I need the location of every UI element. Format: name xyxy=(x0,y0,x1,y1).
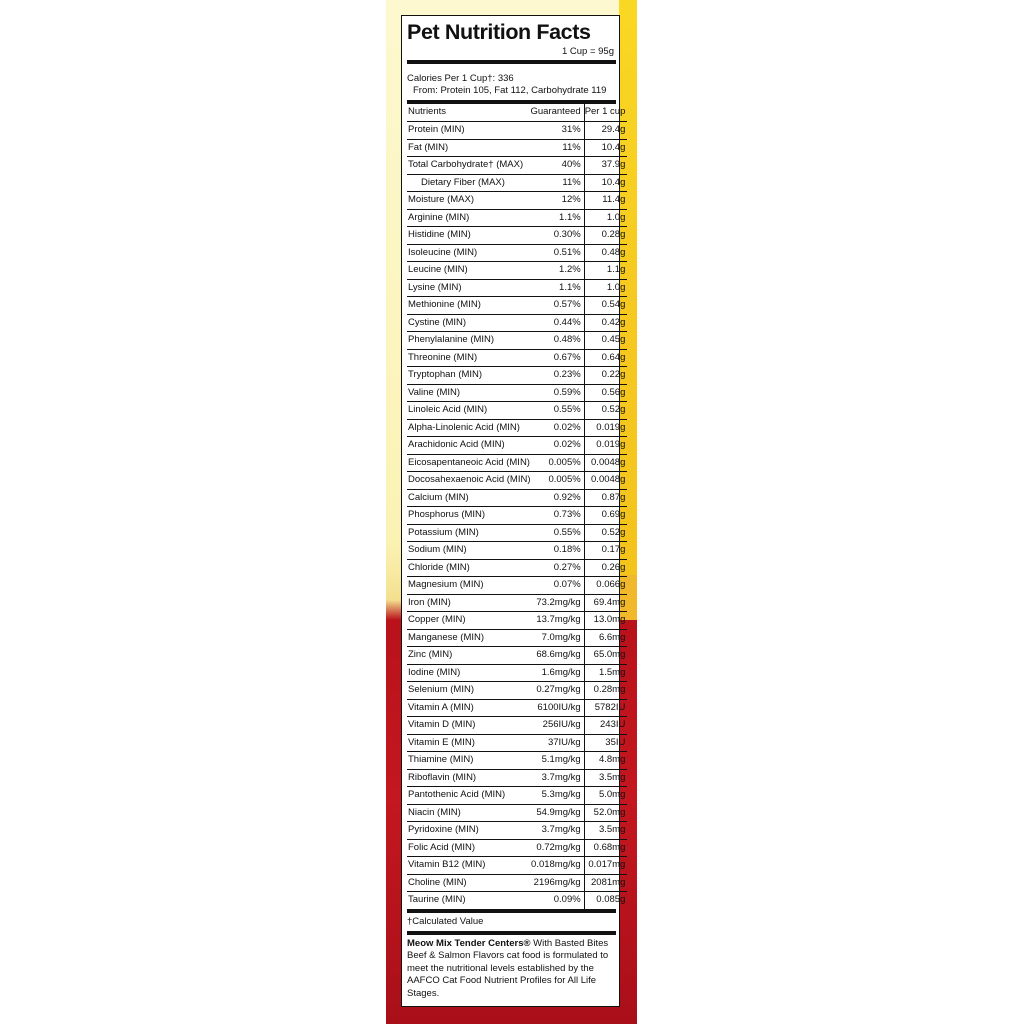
nutrient-guaranteed: 6100IU/kg xyxy=(531,699,585,717)
nutrient-name: Tryptophan (MIN) xyxy=(407,367,531,385)
nutrient-row xyxy=(407,332,627,350)
nutrient-guaranteed: 0.55% xyxy=(531,524,585,542)
nutrient-per-cup: 29.4g xyxy=(584,122,627,140)
nutrients-table xyxy=(407,104,627,909)
table-header-row xyxy=(407,104,627,122)
nutrient-name: Total Carbohydrate† (MAX) xyxy=(407,157,531,175)
nutrient-name: Iodine (MIN) xyxy=(407,664,531,682)
nutrient-per-cup: 0.066g xyxy=(584,577,627,595)
nutrient-per-cup: 0.0048g xyxy=(584,472,627,490)
nutrient-name: Methionine (MIN) xyxy=(407,297,531,315)
header-per-cup: Per 1 cup xyxy=(584,104,627,122)
nutrient-per-cup: 5782IU xyxy=(584,699,627,717)
nutrient-row xyxy=(407,822,627,840)
nutrient-name: Chloride (MIN) xyxy=(407,559,531,577)
nutrient-guaranteed: 0.44% xyxy=(531,314,585,332)
nutrient-guaranteed: 12% xyxy=(531,192,585,210)
nutrient-guaranteed: 1.6mg/kg xyxy=(531,664,585,682)
nutrient-guaranteed: 73.2mg/kg xyxy=(531,594,585,612)
nutrient-guaranteed: 1.1% xyxy=(531,209,585,227)
nutrient-name: Isoleucine (MIN) xyxy=(407,244,531,262)
nutrient-per-cup: 35IU xyxy=(584,734,627,752)
nutrient-row xyxy=(407,682,627,700)
nutrient-row xyxy=(407,664,627,682)
nutrient-per-cup: 0.17g xyxy=(584,542,627,560)
nutrient-guaranteed: 0.09% xyxy=(531,892,585,909)
nutrient-name: Vitamin D (MIN) xyxy=(407,717,531,735)
nutrient-row xyxy=(407,559,627,577)
nutrient-guaranteed: 0.27% xyxy=(531,559,585,577)
nutrient-row xyxy=(407,314,627,332)
nutrient-per-cup: 0.52g xyxy=(584,402,627,420)
nutrient-per-cup: 3.5mg xyxy=(584,822,627,840)
nutrient-per-cup: 0.54g xyxy=(584,297,627,315)
nutrient-name: Zinc (MIN) xyxy=(407,647,531,665)
nutrition-facts-panel xyxy=(401,15,626,1007)
nutrient-per-cup: 11.4g xyxy=(584,192,627,210)
nutrient-guaranteed: 0.005% xyxy=(531,472,585,490)
nutrient-row xyxy=(407,699,627,717)
nutrient-guaranteed: 3.7mg/kg xyxy=(531,769,585,787)
nutrient-guaranteed: 0.59% xyxy=(531,384,585,402)
nutrient-per-cup: 4.8mg xyxy=(584,752,627,770)
aafco-statement xyxy=(407,935,616,1001)
nutrient-row xyxy=(407,157,627,175)
nutrient-name: Calcium (MIN) xyxy=(407,489,531,507)
statement-brand: Meow Mix Tender Centers® xyxy=(407,937,531,949)
nutrient-name: Choline (MIN) xyxy=(407,874,531,892)
nutrient-name: Thiamine (MIN) xyxy=(407,752,531,770)
nutrient-row xyxy=(407,472,627,490)
nutrient-per-cup: 0.28mg xyxy=(584,682,627,700)
nutrient-per-cup: 0.52g xyxy=(584,524,627,542)
nutrient-guaranteed: 13.7mg/kg xyxy=(531,612,585,630)
nutrient-row xyxy=(407,594,627,612)
nutrient-row xyxy=(407,577,627,595)
nutrient-per-cup: 0.64g xyxy=(584,349,627,367)
nutrient-row xyxy=(407,542,627,560)
nutrient-per-cup: 0.48g xyxy=(584,244,627,262)
nutrient-name: Manganese (MIN) xyxy=(407,629,531,647)
nutrient-per-cup: 6.6mg xyxy=(584,629,627,647)
nutrient-guaranteed: 0.92% xyxy=(531,489,585,507)
nutrient-per-cup: 65.0mg xyxy=(584,647,627,665)
nutrient-row xyxy=(407,769,627,787)
nutrient-row xyxy=(407,717,627,735)
nutrient-row xyxy=(407,489,627,507)
nutrient-per-cup: 37.9g xyxy=(584,157,627,175)
nutrient-per-cup: 0.56g xyxy=(584,384,627,402)
nutrient-row xyxy=(407,192,627,210)
nutrient-per-cup: 0.019g xyxy=(584,419,627,437)
nutrient-name: Vitamin B12 (MIN) xyxy=(407,857,531,875)
nutrient-row xyxy=(407,174,627,192)
nutrient-name: Fat (MIN) xyxy=(407,139,531,157)
nutrient-name: Taurine (MIN) xyxy=(408,894,466,905)
nutrient-name: Moisture (MAX) xyxy=(407,192,531,210)
nutrient-per-cup: 1.0g xyxy=(584,209,627,227)
footnote: †Calculated Value xyxy=(407,909,616,935)
nutrient-row xyxy=(407,297,627,315)
nutrient-name: Protein (MIN) xyxy=(407,122,531,140)
nutrient-name: Cystine (MIN) xyxy=(407,314,531,332)
nutrient-per-cup: 0.28g xyxy=(584,227,627,245)
nutrient-per-cup: 0.019g xyxy=(584,437,627,455)
nutrient-per-cup: 1.0g xyxy=(584,279,627,297)
calories-block xyxy=(407,64,616,97)
nutrient-name: Arachidonic Acid (MIN) xyxy=(407,437,531,455)
nutrient-name: Histidine (MIN) xyxy=(407,227,531,245)
nutrient-row xyxy=(407,734,627,752)
nutrient-name: Selenium (MIN) xyxy=(407,682,531,700)
nutrient-name: Valine (MIN) xyxy=(407,384,531,402)
nutrient-per-cup: 1.1g xyxy=(584,262,627,280)
nutrient-name: Sodium (MIN) xyxy=(407,542,531,560)
nutrient-row xyxy=(407,629,627,647)
nutrient-guaranteed: 0.72mg/kg xyxy=(531,839,585,857)
nutrient-guaranteed: 0.02% xyxy=(531,419,585,437)
nutrient-guaranteed: 0.55% xyxy=(531,402,585,420)
nutrient-guaranteed: 0.18% xyxy=(531,542,585,560)
nutrient-guaranteed: 0.018mg/kg xyxy=(531,857,585,875)
nutrient-guaranteed: 0.07% xyxy=(531,577,585,595)
nutrient-guaranteed: 40% xyxy=(531,157,585,175)
nutrient-guaranteed: 3.7mg/kg xyxy=(531,822,585,840)
nutrient-name: Alpha-Linolenic Acid (MIN) xyxy=(407,419,531,437)
nutrient-name: Threonine (MIN) xyxy=(407,349,531,367)
nutrient-guaranteed: 1.2% xyxy=(531,262,585,280)
nutrient-per-cup: 0.45g xyxy=(584,332,627,350)
nutrient-row xyxy=(407,524,627,542)
nutrient-guaranteed: 1.1% xyxy=(531,279,585,297)
nutrient-guaranteed: 0.02% xyxy=(531,437,585,455)
nutrient-per-cup: 10.4g xyxy=(584,174,627,192)
nutrient-row xyxy=(407,874,627,892)
nutrient-per-cup: 2081mg xyxy=(584,874,627,892)
nutrient-row xyxy=(407,612,627,630)
nutrient-per-cup: 0.42g xyxy=(584,314,627,332)
nutrient-guaranteed: 68.6mg/kg xyxy=(531,647,585,665)
nutrient-row xyxy=(407,367,627,385)
nutrient-guaranteed: 0.73% xyxy=(531,507,585,525)
nutrient-per-cup: 0.68mg xyxy=(584,839,627,857)
nutrient-guaranteed: 11% xyxy=(531,174,585,192)
nutrient-name: Folic Acid (MIN) xyxy=(407,839,531,857)
nutrient-per-cup: 10.4g xyxy=(584,139,627,157)
nutrient-name: Riboflavin (MIN) xyxy=(407,769,531,787)
nutrient-name: Iron (MIN) xyxy=(407,594,531,612)
header-nutrients: Nutrients xyxy=(407,104,531,122)
nutrient-per-cup: 52.0mg xyxy=(584,804,627,822)
nutrient-guaranteed: 31% xyxy=(531,122,585,140)
nutrient-guaranteed: 0.67% xyxy=(531,349,585,367)
nutrient-row xyxy=(407,804,627,822)
nutrient-row xyxy=(407,139,627,157)
nutrient-name: Magnesium (MIN) xyxy=(407,577,531,595)
nutrient-row xyxy=(407,857,627,875)
nutrient-name: Leucine (MIN) xyxy=(407,262,531,280)
nutrient-per-cup: 1.5mg xyxy=(584,664,627,682)
nutrient-per-cup: 13.0mg xyxy=(584,612,627,630)
nutrient-per-cup: 3.5mg xyxy=(584,769,627,787)
nutrient-name: Dietary Fiber (MAX) xyxy=(407,174,531,192)
nutrient-guaranteed: 0.27mg/kg xyxy=(531,682,585,700)
nutrient-per-cup: 0.69g xyxy=(584,507,627,525)
nutrient-name: Docosahexaenoic Acid (MIN) xyxy=(407,472,531,490)
nutrient-guaranteed: 5.3mg/kg xyxy=(531,787,585,805)
serving-size: 1 Cup = 95g xyxy=(407,45,616,64)
nutrient-row xyxy=(407,349,627,367)
nutrient-guaranteed: 0.23% xyxy=(531,367,585,385)
calories-breakdown: From: Protein 105, Fat 112, Carbohydrate 119 xyxy=(413,85,607,96)
nutrient-guaranteed: 0.48% xyxy=(531,332,585,350)
nutrient-row xyxy=(407,384,627,402)
nutrient-per-cup: 0.87g xyxy=(584,489,627,507)
calories-line: Calories Per 1 Cup†: 336 xyxy=(407,73,514,84)
nutrient-row xyxy=(407,892,627,909)
nutrient-guaranteed: 0.51% xyxy=(531,244,585,262)
nutrient-row xyxy=(407,227,627,245)
nutrient-guaranteed: 7.0mg/kg xyxy=(531,629,585,647)
nutrient-row xyxy=(407,419,627,437)
nutrient-row xyxy=(407,839,627,857)
nutrient-name: Pantothenic Acid (MIN) xyxy=(407,787,531,805)
nutrient-per-cup: 243IU xyxy=(584,717,627,735)
nutrient-guaranteed: 54.9mg/kg xyxy=(531,804,585,822)
nutrient-guaranteed: 256IU/kg xyxy=(531,717,585,735)
nutrient-name: Potassium (MIN) xyxy=(407,524,531,542)
nutrient-name: Copper (MIN) xyxy=(407,612,531,630)
nutrient-row xyxy=(407,122,627,140)
statement-text: With Basted Bites Beef & Salmon Flavors cat food is formulated to meet the nutritional levels established by the AAFCO Cat Food Nutrient Profiles for All Life Stages. xyxy=(407,937,609,999)
header-guaranteed: Guaranteed xyxy=(531,104,585,122)
panel-title: Pet Nutrition Facts xyxy=(407,20,591,44)
nutrient-per-cup: 0.22g xyxy=(584,367,627,385)
nutrient-name: Phosphorus (MIN) xyxy=(407,507,531,525)
nutrient-row xyxy=(407,279,627,297)
nutrient-row xyxy=(407,209,627,227)
nutrient-name: Vitamin E (MIN) xyxy=(407,734,531,752)
nutrient-per-cup: 0.085g xyxy=(596,894,626,905)
nutrient-name: Arginine (MIN) xyxy=(407,209,531,227)
nutrient-name: Linoleic Acid (MIN) xyxy=(407,402,531,420)
nutrient-guaranteed: 2196mg/kg xyxy=(531,874,585,892)
nutrient-per-cup: 0.017mg xyxy=(584,857,627,875)
nutrient-name: Pyridoxine (MIN) xyxy=(407,822,531,840)
nutrient-per-cup: 69.4mg xyxy=(584,594,627,612)
nutrient-name: Niacin (MIN) xyxy=(407,804,531,822)
nutrient-row xyxy=(407,647,627,665)
nutrient-row xyxy=(407,787,627,805)
nutrient-row xyxy=(407,437,627,455)
nutrient-name: Vitamin A (MIN) xyxy=(407,699,531,717)
nutrient-row xyxy=(407,752,627,770)
nutrient-guaranteed: 0.57% xyxy=(531,297,585,315)
nutrient-row xyxy=(407,454,627,472)
nutrient-row xyxy=(407,262,627,280)
nutrient-guaranteed: 0.30% xyxy=(531,227,585,245)
nutrient-name: Phenylalanine (MIN) xyxy=(407,332,531,350)
nutrient-row xyxy=(407,507,627,525)
nutrient-name: Eicosapentaneoic Acid (MIN) xyxy=(407,454,531,472)
nutrient-row xyxy=(407,402,627,420)
nutrient-guaranteed: 5.1mg/kg xyxy=(531,752,585,770)
nutrient-per-cup: 5.0mg xyxy=(584,787,627,805)
nutrient-per-cup: 0.0048g xyxy=(584,454,627,472)
nutrient-guaranteed: 11% xyxy=(531,139,585,157)
nutrient-row xyxy=(407,244,627,262)
nutrient-guaranteed: 37IU/kg xyxy=(531,734,585,752)
nutrient-guaranteed: 0.005% xyxy=(531,454,585,472)
nutrient-name: Lysine (MIN) xyxy=(407,279,531,297)
nutrient-per-cup: 0.26g xyxy=(584,559,627,577)
